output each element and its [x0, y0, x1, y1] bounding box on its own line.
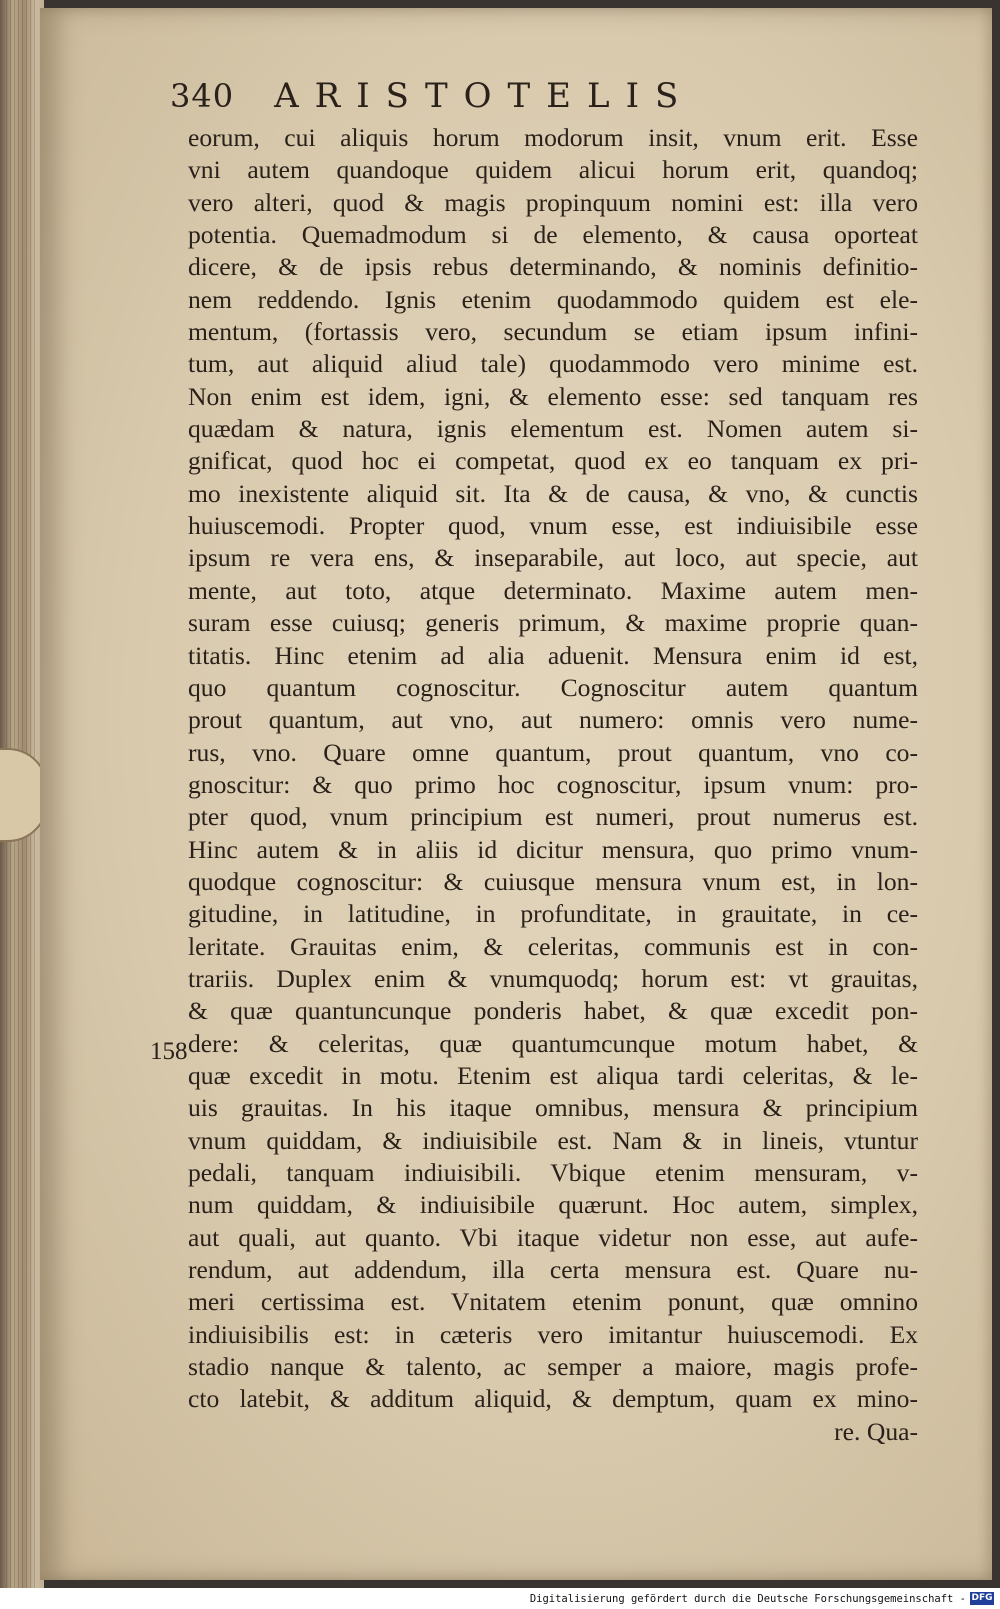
margin-note: 158: [150, 1038, 188, 1065]
text-line: titatis. Hinc etenim ad alia aduenit. Mensura enim id est,: [188, 640, 918, 670]
text-line: uis grauitas. In his itaque omnibus, mensura & principium: [188, 1093, 918, 1123]
text-line: gnoscitur: & quo primo hoc cognoscitur, ipsum vnum: pro-: [188, 769, 918, 799]
text-line: leritate. Grauitas enim, & celeritas, communis est in con-: [188, 931, 918, 961]
dfg-logo: DFG: [971, 1593, 993, 1603]
text-line: & quæ quantuncunque ponderis habet, & quæ excedit pon-: [188, 996, 918, 1026]
text-line: indiuisibilis est: in cæteris vero imitantur huiuscemodi. Ex: [188, 1319, 918, 1349]
text-line: vero alteri, quod & magis propinquum nomini est: illa vero: [188, 187, 918, 217]
running-title: ARISTOTELIS: [274, 76, 695, 116]
text-line: rus, vno. Quare omne quantum, prout quantum, vno co-: [188, 737, 918, 767]
text-line: Non enim est idem, igni, & elemento esse: sed tanquam res: [188, 381, 918, 411]
text-line: quo quantum cognoscitur. Cognoscitur autem quantum: [188, 672, 918, 702]
text-line: aut quali, aut quanto. Vbi itaque videtur non esse, aut aufe-: [188, 1222, 918, 1252]
text-line: dicere, & de ipsis rebus determinando, & nominis definitio-: [188, 252, 918, 282]
text-line: mente, aut toto, atque determinato. Maxime autem men-: [188, 575, 918, 605]
text-line: gnificat, quod hoc ei competat, quod ex eo tanquam ex pri-: [188, 446, 918, 476]
text-line: re. Qua-: [834, 1416, 918, 1446]
text-line: Hinc autem & in aliis id dicitur mensura, quo primo vnum-: [188, 834, 918, 864]
text-line: stadio nanque & talento, ac semper a maiore, magis profe-: [188, 1352, 918, 1382]
text-line: nem reddendo. Ignis etenim quodammodo quidem est ele-: [188, 284, 918, 314]
text-line: quæ excedit in motu. Etenim est aliqua tardi celeritas, & le-: [188, 1060, 918, 1090]
body-text: [188, 122, 918, 1448]
text-line: pter quod, vnum principium est numeri, prout numerus est.: [188, 802, 918, 832]
footer-credit-bar: [0, 1588, 1000, 1609]
text-line: vni autem quandoque quidem alicui horum erit, quandoq;: [188, 155, 918, 185]
text-line: cto latebit, & additum aliquid, & demptum, quam ex mino-: [188, 1384, 918, 1414]
text-line: prout quantum, aut vno, aut numero: omnis vero nume-: [188, 705, 918, 735]
text-line: tum, aut aliquid aliud tale) quodammodo vero minime est.: [188, 349, 918, 379]
text-line: quædam & natura, ignis elementum est. Nomen autem si-: [188, 414, 918, 444]
text-line: trariis. Duplex enim & vnumquodq; horum est: vt grauitas,: [188, 963, 918, 993]
page-number: 340: [170, 77, 235, 115]
text-line: mo inexistente aliquid sit. Ita & de causa, & vno, & cunctis: [188, 478, 918, 508]
text-line: pedali, tanquam indiuisibili. Vbique etenim mensuram, v-: [188, 1158, 918, 1187]
text-line: suram esse cuiusq; generis primum, & maxime proprie quan-: [188, 608, 918, 638]
text-line: mentum, (fortassis vero, secundum se etiam ipsum infini-: [188, 317, 918, 347]
text-line: vnum quiddam, & indiuisibile est. Nam & in lineis, vtuntur: [188, 1125, 918, 1155]
text-line: meri certissima est. Vnitatem etenim ponunt, quæ omnino: [188, 1287, 918, 1317]
text-line: rendum, aut addendum, illa certa mensura est. Quare nu-: [188, 1255, 918, 1285]
funding-credit: Digitalisierung gefördert durch die Deutsche Forschungsgemeinschaft -: [529, 1592, 966, 1605]
text-line: quodque cognoscitur: & cuiusque mensura vnum est, in lon-: [188, 866, 918, 896]
text-line: gitudine, in latitudine, in profunditate, in grauitate, in ce-: [188, 899, 918, 929]
text-line: potentia. Quemadmodum si de elemento, & causa oporteat: [188, 220, 918, 250]
text-line: ipsum re vera ens, & inseparabile, aut loco, aut specie, aut: [188, 543, 918, 573]
text-line: huiuscemodi. Propter quod, vnum esse, est indiuisibile esse: [188, 511, 918, 541]
text-line: num quiddam, & indiuisibile quærunt. Hoc autem, simplex,: [188, 1190, 918, 1220]
text-line: eorum, cui aliquis horum modorum insit, vnum erit. Esse: [188, 123, 918, 152]
page-header: [170, 72, 870, 120]
text-line: dere: & celeritas, quæ quantumcunque motum habet, &: [188, 1028, 918, 1058]
